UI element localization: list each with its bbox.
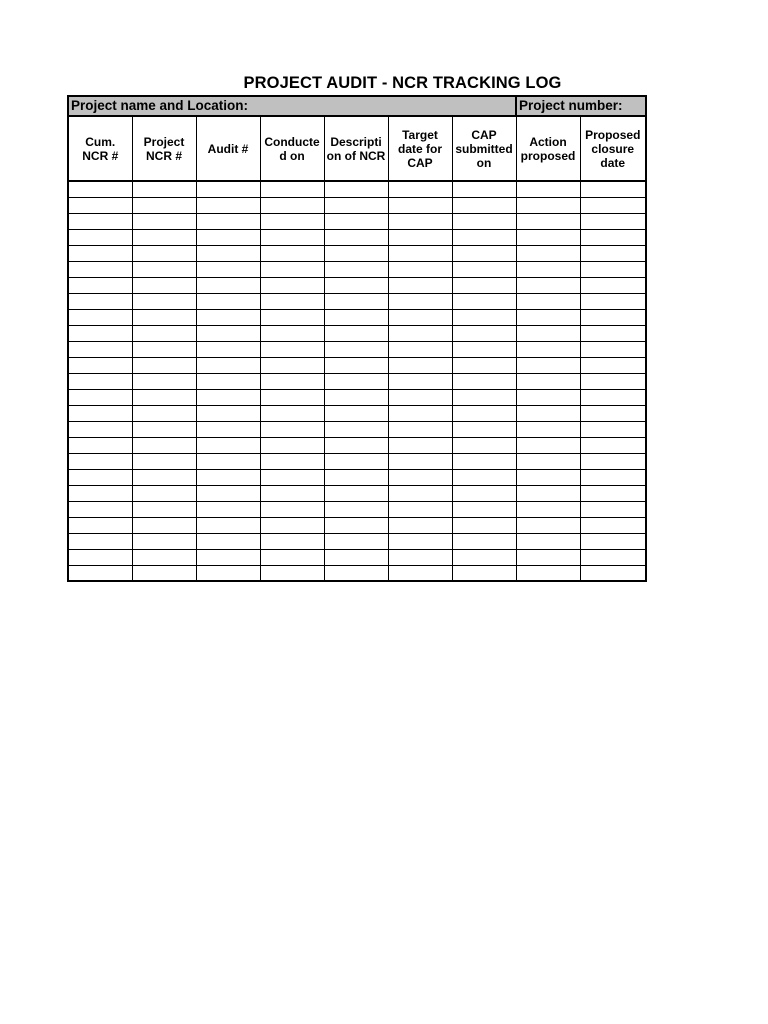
table-cell[interactable] [132, 405, 196, 421]
table-cell[interactable] [196, 357, 260, 373]
table-cell[interactable] [132, 437, 196, 453]
table-cell[interactable] [452, 277, 516, 293]
table-cell[interactable] [324, 565, 388, 581]
table-cell[interactable] [324, 293, 388, 309]
table-row [68, 565, 646, 581]
table-cell[interactable] [452, 181, 516, 197]
table-cell[interactable] [68, 453, 132, 469]
table-cell[interactable] [132, 453, 196, 469]
table-cell[interactable] [132, 485, 196, 501]
table-cell[interactable] [260, 245, 324, 261]
table-cell[interactable] [260, 341, 324, 357]
project-name-location-label: Project name and Location: [68, 96, 516, 116]
table-cell[interactable] [196, 325, 260, 341]
table-cell[interactable] [452, 197, 516, 213]
table-cell[interactable] [324, 517, 388, 533]
table-cell[interactable] [260, 213, 324, 229]
table-cell[interactable] [388, 213, 452, 229]
table-cell[interactable] [68, 341, 132, 357]
table-cell[interactable] [388, 181, 452, 197]
table-cell[interactable] [516, 325, 580, 341]
table-cell[interactable] [132, 357, 196, 373]
table-row [68, 517, 646, 533]
table-cell[interactable] [580, 261, 646, 277]
table-cell[interactable] [196, 181, 260, 197]
table-cell[interactable] [324, 277, 388, 293]
table-cell[interactable] [68, 309, 132, 325]
table-cell[interactable] [260, 453, 324, 469]
table-cell[interactable] [68, 277, 132, 293]
table-cell[interactable] [388, 357, 452, 373]
table-cell[interactable] [388, 229, 452, 245]
table-cell[interactable] [196, 197, 260, 213]
table-cell[interactable] [452, 469, 516, 485]
table-cell[interactable] [132, 565, 196, 581]
table-cell[interactable] [260, 501, 324, 517]
table-row [68, 197, 646, 213]
table-cell[interactable] [388, 197, 452, 213]
table-cell[interactable] [580, 389, 646, 405]
table-cell[interactable] [324, 213, 388, 229]
table-cell[interactable] [324, 501, 388, 517]
table-cell[interactable] [516, 181, 580, 197]
table-cell[interactable] [452, 485, 516, 501]
table-cell[interactable] [68, 213, 132, 229]
table-cell[interactable] [388, 389, 452, 405]
table-cell[interactable] [580, 245, 646, 261]
table-cell[interactable] [388, 261, 452, 277]
table-cell[interactable] [324, 437, 388, 453]
table-cell[interactable] [388, 293, 452, 309]
table-cell[interactable] [580, 341, 646, 357]
table-cell[interactable] [580, 277, 646, 293]
table-cell[interactable] [260, 261, 324, 277]
table-cell[interactable] [196, 405, 260, 421]
table-cell[interactable] [196, 373, 260, 389]
table-cell[interactable] [260, 565, 324, 581]
table-cell[interactable] [324, 325, 388, 341]
table-cell[interactable] [260, 357, 324, 373]
table-cell[interactable] [580, 325, 646, 341]
table-cell[interactable] [68, 261, 132, 277]
table-cell[interactable] [132, 533, 196, 549]
table-cell[interactable] [260, 373, 324, 389]
table-cell[interactable] [324, 181, 388, 197]
table-cell[interactable] [388, 245, 452, 261]
table-cell[interactable] [324, 357, 388, 373]
table-cell[interactable] [452, 229, 516, 245]
table-cell[interactable] [452, 565, 516, 581]
table-cell[interactable] [388, 341, 452, 357]
table-cell[interactable] [580, 197, 646, 213]
table-cell[interactable] [196, 437, 260, 453]
table-cell[interactable] [132, 245, 196, 261]
table-cell[interactable] [196, 229, 260, 245]
table-cell[interactable] [452, 357, 516, 373]
column-header-description-of-ncr: Descripti on of NCR [324, 116, 388, 181]
table-cell[interactable] [580, 469, 646, 485]
table-cell[interactable] [68, 517, 132, 533]
table-cell[interactable] [68, 421, 132, 437]
table-row [68, 229, 646, 245]
table-cell[interactable] [68, 181, 132, 197]
table-cell[interactable] [516, 341, 580, 357]
table-cell[interactable] [196, 533, 260, 549]
table-cell[interactable] [516, 357, 580, 373]
table-cell[interactable] [260, 197, 324, 213]
table-cell[interactable] [580, 565, 646, 581]
table-cell[interactable] [324, 261, 388, 277]
table-row [68, 373, 646, 389]
table-cell[interactable] [580, 405, 646, 421]
table-cell[interactable] [580, 485, 646, 501]
table-cell[interactable] [580, 373, 646, 389]
table-cell[interactable] [388, 501, 452, 517]
table-cell[interactable] [324, 197, 388, 213]
table-cell[interactable] [196, 389, 260, 405]
table-cell[interactable] [388, 373, 452, 389]
column-header-cap-submitted-on: CAP submitted on [452, 116, 516, 181]
table-cell[interactable] [516, 421, 580, 437]
table-cell[interactable] [132, 293, 196, 309]
table-row [68, 245, 646, 261]
ncr-tracking-table [67, 95, 647, 582]
table-cell[interactable] [580, 549, 646, 565]
column-header-row [68, 116, 646, 181]
table-cell[interactable] [260, 485, 324, 501]
table-cell[interactable] [388, 549, 452, 565]
table-cell[interactable] [580, 517, 646, 533]
table-row [68, 469, 646, 485]
table-cell[interactable] [324, 485, 388, 501]
table-cell[interactable] [260, 277, 324, 293]
table-row [68, 405, 646, 421]
table-cell[interactable] [452, 325, 516, 341]
table-cell[interactable] [132, 341, 196, 357]
table-cell[interactable] [132, 213, 196, 229]
table-cell[interactable] [452, 341, 516, 357]
column-header-target-date-for-cap: Target date for CAP [388, 116, 452, 181]
table-cell[interactable] [388, 405, 452, 421]
table-cell[interactable] [516, 373, 580, 389]
table-cell[interactable] [516, 229, 580, 245]
table-cell[interactable] [324, 373, 388, 389]
table-cell[interactable] [388, 517, 452, 533]
column-header-action-proposed: Action proposed [516, 116, 580, 181]
column-header-conducted-on: Conducte d on [260, 116, 324, 181]
project-info-row [68, 96, 646, 116]
table-cell[interactable] [196, 341, 260, 357]
table-cell[interactable] [132, 389, 196, 405]
table-cell[interactable] [580, 213, 646, 229]
table-cell[interactable] [196, 261, 260, 277]
project-number-label: Project number: [516, 96, 646, 116]
table-cell[interactable] [580, 357, 646, 373]
table-cell[interactable] [260, 421, 324, 437]
table-cell[interactable] [132, 309, 196, 325]
table-cell[interactable] [68, 373, 132, 389]
table-cell[interactable] [324, 549, 388, 565]
table-cell[interactable] [324, 389, 388, 405]
table-cell[interactable] [452, 549, 516, 565]
table-cell[interactable] [68, 229, 132, 245]
table-cell[interactable] [580, 293, 646, 309]
table-row [68, 325, 646, 341]
document-title: PROJECT AUDIT - NCR TRACKING LOG [243, 74, 562, 92]
table-cell[interactable] [580, 229, 646, 245]
table-cell[interactable] [68, 357, 132, 373]
table-cell[interactable] [196, 277, 260, 293]
table-row [68, 421, 646, 437]
table-cell[interactable] [68, 197, 132, 213]
table-cell[interactable] [452, 517, 516, 533]
table-cell[interactable] [68, 565, 132, 581]
table-cell[interactable] [68, 389, 132, 405]
table-cell[interactable] [196, 245, 260, 261]
table-cell[interactable] [68, 405, 132, 421]
table-cell[interactable] [132, 277, 196, 293]
table-cell[interactable] [68, 533, 132, 549]
table-cell[interactable] [388, 421, 452, 437]
table-cell[interactable] [260, 405, 324, 421]
table-cell[interactable] [452, 293, 516, 309]
table-cell[interactable] [68, 245, 132, 261]
table-cell[interactable] [324, 453, 388, 469]
table-row [68, 277, 646, 293]
table-cell[interactable] [516, 309, 580, 325]
table-cell[interactable] [516, 501, 580, 517]
table-row [68, 181, 646, 197]
table-cell[interactable] [196, 453, 260, 469]
table-cell[interactable] [452, 405, 516, 421]
table-cell[interactable] [452, 261, 516, 277]
table-cell[interactable] [260, 181, 324, 197]
table-cell[interactable] [132, 549, 196, 565]
table-cell[interactable] [196, 293, 260, 309]
table-cell[interactable] [132, 261, 196, 277]
table-cell[interactable] [196, 309, 260, 325]
table-cell[interactable] [388, 453, 452, 469]
table-cell[interactable] [324, 229, 388, 245]
table-cell[interactable] [68, 293, 132, 309]
table-cell[interactable] [516, 277, 580, 293]
table-cell[interactable] [260, 437, 324, 453]
table-cell[interactable] [388, 277, 452, 293]
table-cell[interactable] [196, 485, 260, 501]
table-cell[interactable] [68, 437, 132, 453]
table-cell[interactable] [516, 293, 580, 309]
table-cell[interactable] [260, 533, 324, 549]
table-row [68, 341, 646, 357]
table-cell[interactable] [388, 469, 452, 485]
column-header-audit: Audit # [196, 116, 260, 181]
table-cell[interactable] [132, 421, 196, 437]
table-cell[interactable] [580, 421, 646, 437]
table-cell[interactable] [260, 469, 324, 485]
table-cell[interactable] [132, 373, 196, 389]
table-cell[interactable] [516, 261, 580, 277]
table-cell[interactable] [132, 229, 196, 245]
table-cell[interactable] [388, 485, 452, 501]
table-cell[interactable] [516, 549, 580, 565]
table-cell[interactable] [516, 533, 580, 549]
table-cell[interactable] [452, 245, 516, 261]
table-row [68, 389, 646, 405]
table-cell[interactable] [580, 437, 646, 453]
table-cell[interactable] [516, 437, 580, 453]
table-cell[interactable] [68, 485, 132, 501]
table-cell[interactable] [68, 501, 132, 517]
table-cell[interactable] [132, 181, 196, 197]
table-cell[interactable] [388, 309, 452, 325]
table-cell[interactable] [132, 501, 196, 517]
table-cell[interactable] [516, 197, 580, 213]
table-cell[interactable] [68, 549, 132, 565]
table-cell[interactable] [580, 181, 646, 197]
table-cell[interactable] [516, 405, 580, 421]
table-cell[interactable] [260, 325, 324, 341]
table-row [68, 485, 646, 501]
table-cell[interactable] [260, 309, 324, 325]
table-cell[interactable] [516, 485, 580, 501]
table-cell[interactable] [452, 501, 516, 517]
table-row [68, 501, 646, 517]
table-row [68, 453, 646, 469]
table-cell[interactable] [324, 341, 388, 357]
table-cell[interactable] [388, 437, 452, 453]
table-cell[interactable] [324, 533, 388, 549]
table-cell[interactable] [580, 309, 646, 325]
table-cell[interactable] [516, 565, 580, 581]
column-header-proposed-closure-date: Proposed closure date [580, 116, 646, 181]
table-cell[interactable] [324, 245, 388, 261]
table-row [68, 293, 646, 309]
table-cell[interactable] [388, 565, 452, 581]
table-cell[interactable] [324, 405, 388, 421]
table-cell[interactable] [452, 389, 516, 405]
table-cell[interactable] [580, 533, 646, 549]
table-cell[interactable] [196, 565, 260, 581]
table-row [68, 357, 646, 373]
table-cell[interactable] [516, 469, 580, 485]
table-row [68, 437, 646, 453]
table-cell[interactable] [132, 325, 196, 341]
table-row [68, 533, 646, 549]
table-cell[interactable] [452, 453, 516, 469]
table-cell[interactable] [516, 389, 580, 405]
table-cell[interactable] [132, 517, 196, 533]
table-cell[interactable] [260, 389, 324, 405]
table-cell[interactable] [516, 245, 580, 261]
table-cell[interactable] [580, 501, 646, 517]
table-cell[interactable] [196, 549, 260, 565]
table-cell[interactable] [260, 229, 324, 245]
table-cell[interactable] [324, 309, 388, 325]
table-cell[interactable] [388, 325, 452, 341]
table-cell[interactable] [324, 421, 388, 437]
table-cell[interactable] [516, 453, 580, 469]
table-cell[interactable] [452, 213, 516, 229]
table-row [68, 213, 646, 229]
table-cell[interactable] [452, 373, 516, 389]
table-row [68, 549, 646, 565]
table-cell[interactable] [196, 501, 260, 517]
table-cell[interactable] [516, 213, 580, 229]
table-cell[interactable] [452, 533, 516, 549]
table-cell[interactable] [196, 421, 260, 437]
table-cell[interactable] [196, 517, 260, 533]
column-header-project-ncr: Project NCR # [132, 116, 196, 181]
table-row [68, 261, 646, 277]
table-cell[interactable] [452, 421, 516, 437]
table-cell[interactable] [452, 437, 516, 453]
table-cell[interactable] [196, 213, 260, 229]
table-cell[interactable] [260, 517, 324, 533]
table-cell[interactable] [452, 309, 516, 325]
table-cell[interactable] [260, 293, 324, 309]
table-cell[interactable] [324, 469, 388, 485]
column-header-cum-ncr: Cum. NCR # [68, 116, 132, 181]
table-cell[interactable] [68, 325, 132, 341]
table-cell[interactable] [68, 469, 132, 485]
table-cell[interactable] [388, 533, 452, 549]
table-cell[interactable] [132, 469, 196, 485]
table-cell[interactable] [132, 197, 196, 213]
table-cell[interactable] [196, 469, 260, 485]
table-cell[interactable] [516, 517, 580, 533]
table-row [68, 309, 646, 325]
table-cell[interactable] [580, 453, 646, 469]
table-cell[interactable] [260, 549, 324, 565]
